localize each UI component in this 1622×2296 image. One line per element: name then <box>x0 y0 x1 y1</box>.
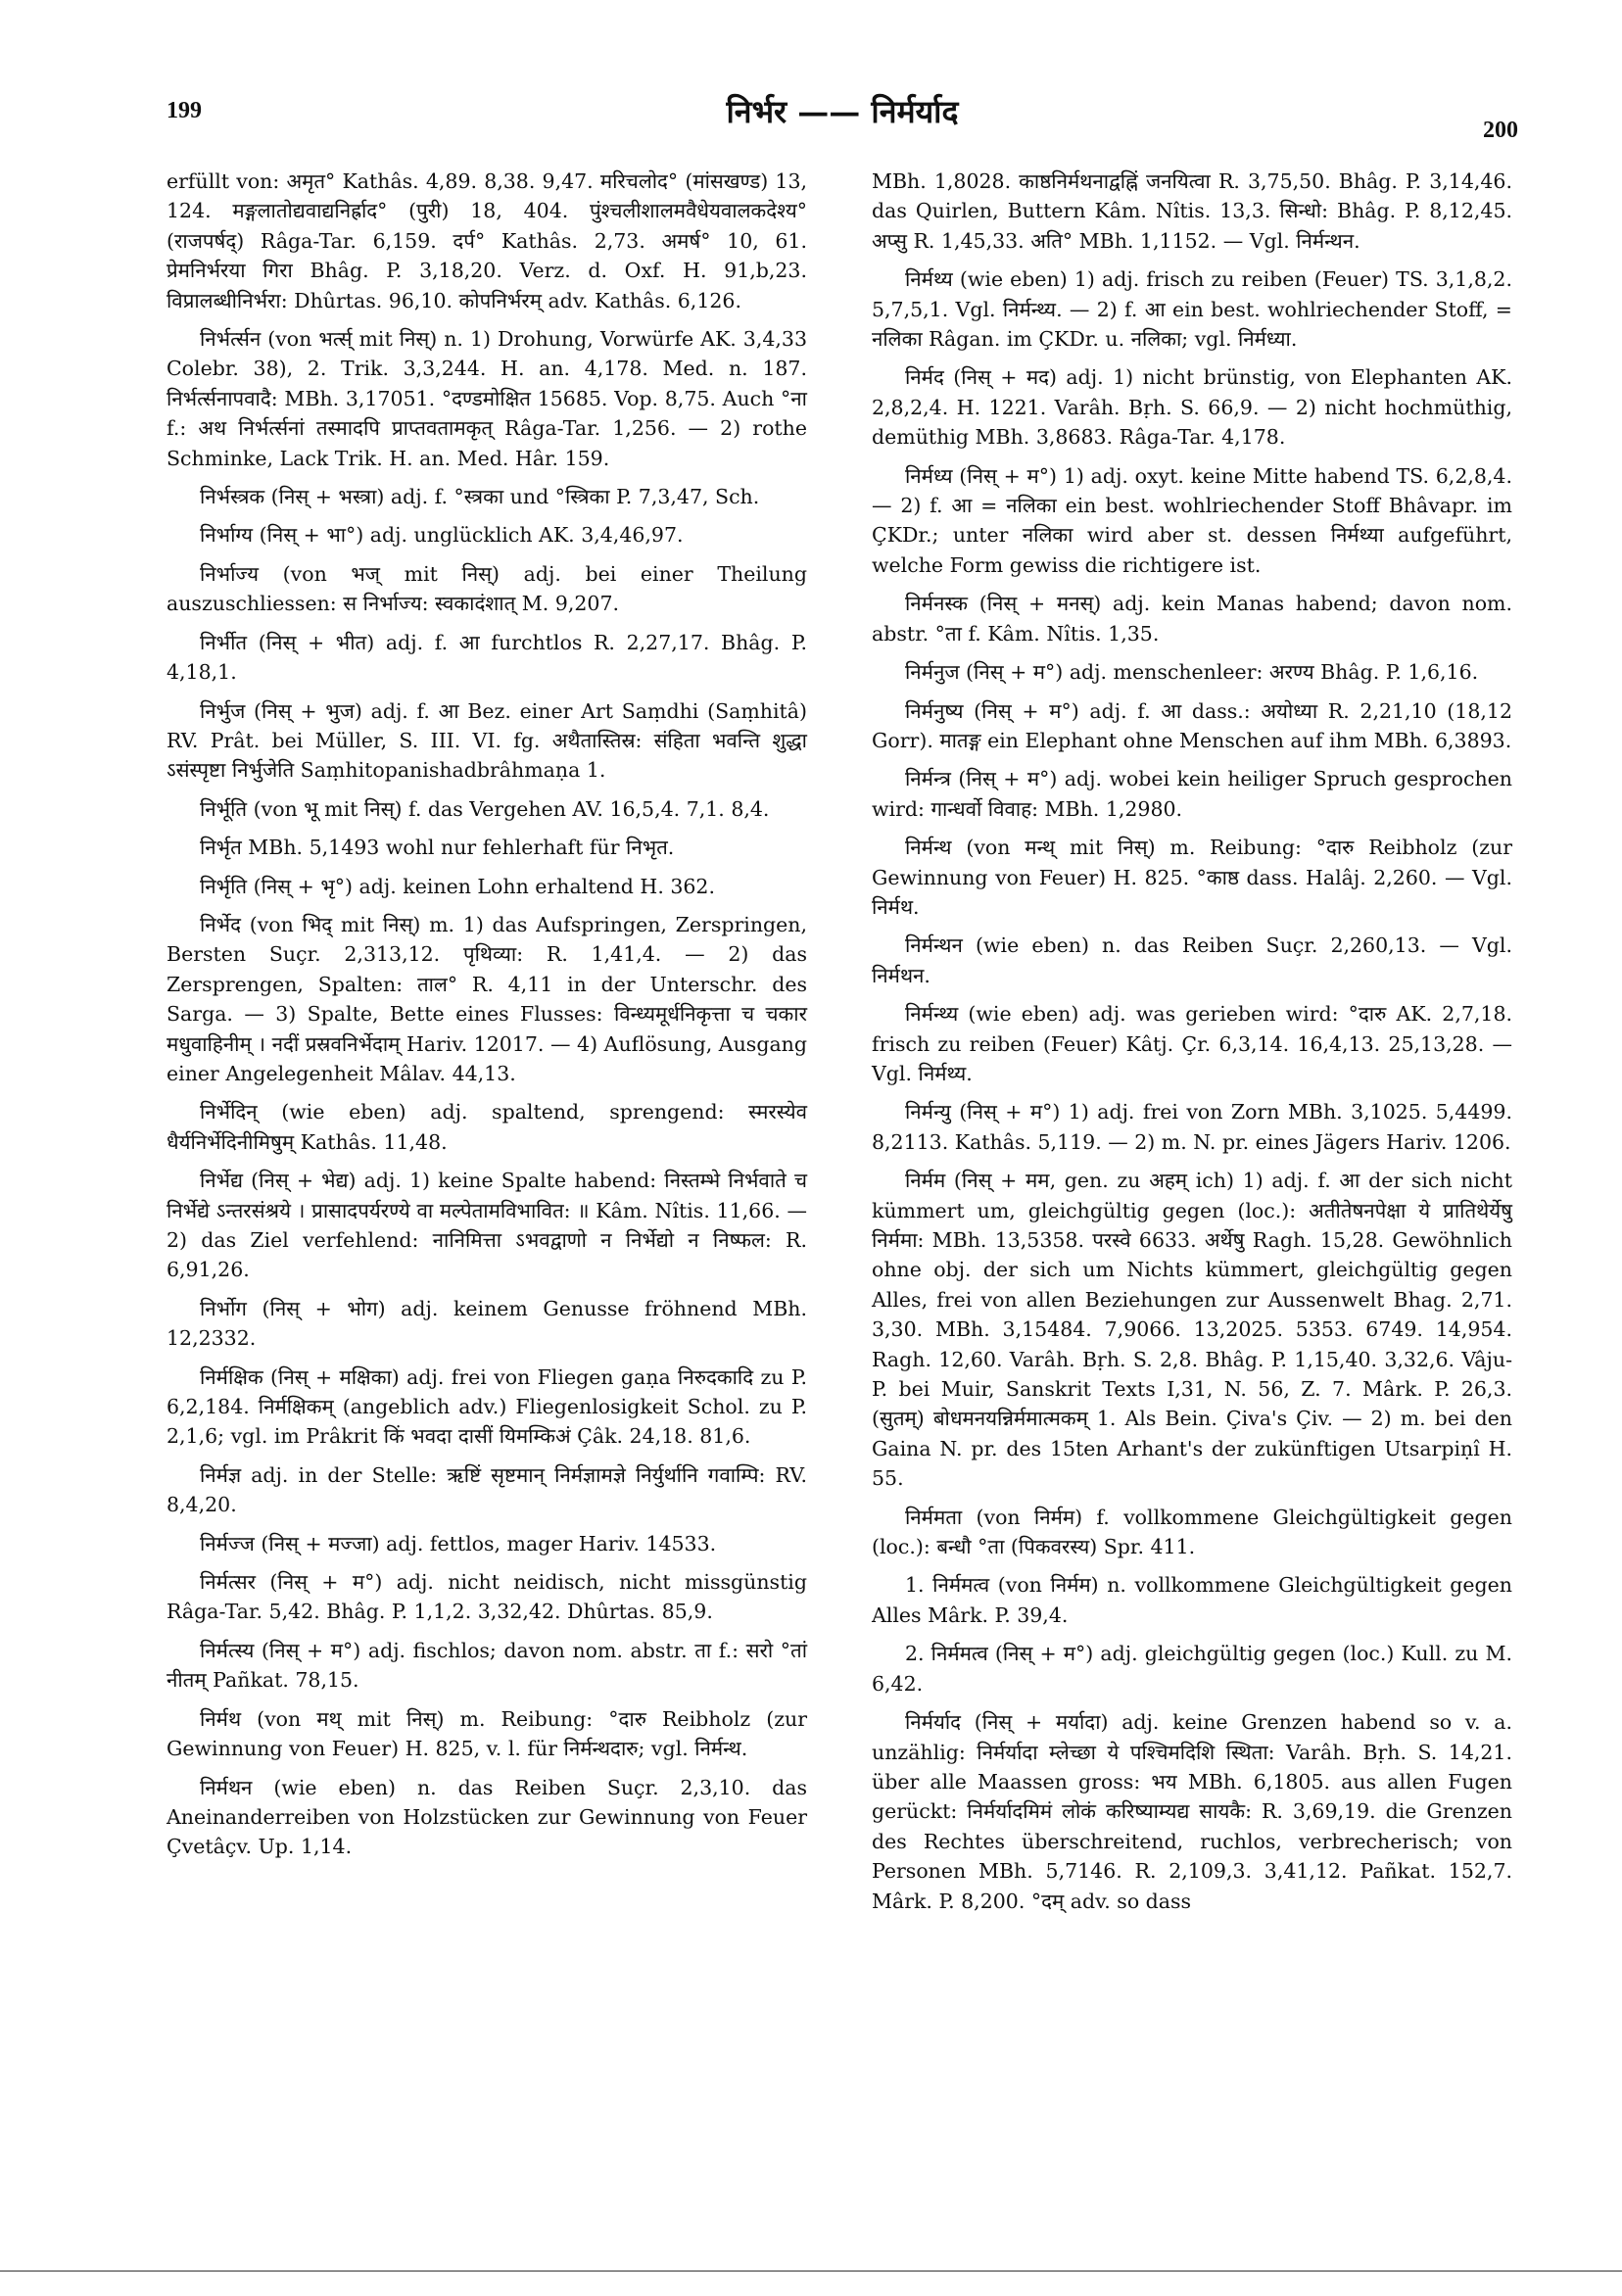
entry: निर्मक्षिक (निस् + मक्षिका) adj. frei von Fliegen gaṇa निरुदकादि zu P. 6,2,184. निर्मक्षिकम् (angeblich adv.) Fliegenlosigkeit Schol. zu P. 2,1,6; vgl. im Prâkrit किं भवदा दासीं यिमम्किअं Çâk. 24,18. 81,6. <box>167 1364 807 1449</box>
entry: निर्मर्याद (निस् + मर्यादा) adj. keine Grenzen habend so v. a. unzählig: निर्मर्यादा म्लेच्छा ये पश्चिमदिशि स्थिता: Varâh. Bṛh. S. 14,21. über alle Maassen gross: भय MBh. 6,1805. aus allen Fugen gerückt: निर्मर्यादमिमं लोकं करिष्याम्यद्य सायकै: R. 3,69,19. die Grenzen des Rechtes überschreitend, ruchlos, verbrecherisch; von Personen MBh. 5,7146. R. 2,109,3. 3,41,12. Pañkat. 152,7. Mârk. P. 8,200. °दम् adv. so dass <box>872 1710 1512 1913</box>
entry: निर्मनुज (निस् + म°) adj. menschenleer: अरण्य Bhâg. P. 1,6,16. <box>905 660 1479 685</box>
entry: निर्मज्ञ adj. in der Stelle: ऋष्टिं सृष्टमान् निर्मज्ञामज्ञे निर्युर्थानि गवाम्पि: RV. 8,4,20. <box>167 1462 807 1517</box>
entry: निर्ममता (von निर्मम) f. vollkommene Gleichgültigkeit gegen (loc.): बन्धौ °ता (पिकवरस्य) Spr. 411. <box>872 1505 1512 1559</box>
entry: निर्भीत (निस् + भीत) adj. f. आ furchtlos R. 2,27,17. Bhâg. P. 4,18,1. <box>167 630 807 685</box>
entry: निर्मन्थ्य (wie eben) adj. was gerieben wird: °दारु AK. 2,7,18. frisch zu reiben (Feuer) Kâtj. Çr. 6,3,14. 16,4,13. 25,13,28. — Vgl. निर्मथ्य. <box>872 1002 1512 1085</box>
entry: निर्मथ (von मथ् mit निस्) m. Reibung: °दारु Reibholz (zur Gewinnung von Feuer) H. 825, v. l. für निर्मन्थदारु; vgl. निर्मन्थ. <box>167 1706 807 1761</box>
left-column <box>167 167 807 1871</box>
page-number-left: 199 <box>167 98 202 123</box>
page-header <box>167 90 1518 149</box>
entry: 1. निर्ममत्व (von निर्मम) n. vollkommene Gleichgültigkeit gegen Alles Mârk. P. 39,4. <box>872 1573 1512 1627</box>
entry: निर्भोग (निस् + भोग) adj. keinem Genusse fröhnend MBh. 12,2332. <box>167 1296 807 1351</box>
entry: निर्मध्य (निस् + म°) 1) adj. oxyt. keine Mitte habend TS. 6,2,8,4. — 2) f. आ = नलिका ein best. wohlriechender Stoff Bhâvapr. im ÇKDr.; unter नलिका wird aber st. dessen निर्मथ्या aufgeführt, welche Form gewiss die richtigere ist. <box>872 463 1512 577</box>
running-headword: निर्भर —— निर्मर्याद <box>726 93 959 130</box>
entry: निर्भाग्य (निस् + भा°) adj. unglücklich AK. 3,4,46,97. <box>200 523 684 548</box>
entry: निर्मज्ज (निस् + मज्जा) adj. fettlos, mager Hariv. 14533. <box>200 1531 717 1555</box>
entry: 2. निर्ममत्व (निस् + म°) adj. gleichgültig gegen (loc.) Kull. zu M. 6,42. <box>872 1642 1512 1696</box>
entry: निर्भेद्य (निस् + भेद्य) adj. 1) keine Spalte habend: निस्तम्भे निर्भवाते च निर्भेद्ये ऽन्तरसंश्रये । प्रासादपर्यरण्ये वा मल्पेतामविभावित: ॥ Kâm. Nîtis. 11,66. — 2) das Ziel verfehlend: नानिमित्ता ऽभवद्वाणो न निर्भेद्यो न निष्फल: R. 6,91,26. <box>167 1169 807 1282</box>
bottom-rule <box>0 2271 1622 2272</box>
entry: निर्भूति (von भू mit निस्) f. das Vergehen AV. 16,5,4. 7,1. 8,4. <box>200 796 770 821</box>
entry: निर्मम (निस् + मम, gen. zu अहम् ich) 1) adj. f. आ der sich nicht kümmert um, gleichgültig gegen (loc.): अतीतेषनपेक्षा ये प्रातिथेर्येषु निर्ममा: MBh. 13,5358. परस्वे 6633. अर्थेषु Ragh. 15,28. Gewöhnlich ohne obj. der sich um Nichts kümmert, gleichgültig gegen Alles, frei von allen Beziehungen zur Aussenwelt Bhag. 2,71. 3,30. MBh. 3,15484. 7,9066. 13,2025. 5353. 6749. 14,954. Ragh. 12,60. Varâh. Bṛh. S. 2,8. Bhâg. P. 1,15,40. 3,32,6. Vâju-P. bei Muir, Sanskrit Texts I,31, N. 56, Z. 7. Mârk. P. 26,3. (सुतम्) बोधमनयन्निर्ममात्मकम् 1. Als Bein. Çiva's Çiv. — 2) m. bei den Gaina N. pr. des 15ten Arhant's der zukünftigen Utsarpiṇî H. 55. <box>872 1169 1512 1491</box>
entry: निर्मन्त्र (निस् + म°) adj. wobei kein heiliger Spruch gesprochen wird: गान्धर्वो विवाह: MBh. 1,2980. <box>872 767 1512 821</box>
right-column <box>872 167 1512 1925</box>
entry: MBh. 1,8028. काष्ठनिर्मथनाद्वह्निं जनयित्वा R. 3,75,50. Bhâg. P. 3,14,46. das Quirlen, Buttern Kâm. Nîtis. 13,3. सिन्धो: Bhâg. P. 8,12,45. अप्सु R. 1,45,33. अति° MBh. 1,1152. — Vgl. निर्मन्थन. <box>872 169 1512 253</box>
entry: निर्भृति (निस् + भृ°) adj. keinen Lohn erhaltend H. 362. <box>200 874 715 898</box>
entry: निर्मत्सर (निस् + म°) adj. nicht neidisch, nicht missgünstig Râga-Tar. 5,42. Bhâg. P. 1,1,2. 3,32,42. Dhûrtas. 85,9. <box>167 1570 807 1624</box>
entry: निर्मन्यु (निस् + म°) 1) adj. frei von Zorn MBh. 3,1025. 5,4499. 8,2113. Kathâs. 5,119. — 2) m. N. pr. eines Jägers Hariv. 1206. <box>872 1100 1512 1154</box>
entry: निर्मन्थन (wie eben) n. das Reiben Suçr. 2,260,13. — Vgl. निर्मथन. <box>872 933 1512 987</box>
entry: निर्भाज्य (von भज् mit निस्) adj. bei einer Theilung auszuschliessen: स निर्भाज्य: स्वकादंशात् M. 9,207. <box>167 561 807 616</box>
page-number-right: 200 <box>1483 118 1518 143</box>
entry: निर्भेद (von भिद् mit निस्) m. 1) das Aufspringen, Zerspringen, Bersten Suçr. 2,313,12. पृथिव्या: R. 1,41,4. — 2) das Zersprengen, Spalten: ताल° R. 4,11 in der Unterschr. des Sarga. — 3) Spalte, Bette eines Flusses: विन्ध्यमूर्धनिकृत्ता च चकार मधुवाहिनीम् । नदीं प्रस्रवनिर्भेदाम् Hariv. 12017. — 4) Auflösung, Ausgang einer Angelegenheit Mâlav. 44,13. <box>167 912 807 1085</box>
entry: निर्मन्थ (von मन्थ् mit निस्) m. Reibung: °दारु Reibholz (zur Gewinnung von Feuer) H. 825. °काष्ठ dass. Halâj. 2,260. — Vgl. निर्मथ. <box>872 836 1512 919</box>
entry: निर्मथन (wie eben) n. das Reiben Suçr. 2,3,10. das Aneinanderreiben von Holzstücken zur Gewinnung von Feuer Çvetâçv. Up. 1,14. <box>167 1775 807 1859</box>
entry: निर्मथ्य (wie eben) 1) adj. frisch zu reiben (Feuer) TS. 3,1,8,2. 5,7,5,1. Vgl. निर्मन्थ्य. — 2) f. आ ein best. wohlriechender Stoff, = नलिका Râgan. im ÇKDr. u. नलिका; vgl. निर्मध्या. <box>872 267 1512 352</box>
entry: निर्भुज (निस् + भुज) adj. f. आ Bez. einer Art Saṃdhi (Saṃhitâ) RV. Prât. bei Müller, S. III. VI. fg. अथैतास्तिस्र: संहिता भवन्ति शुद्धा ऽसंस्पृष्टा निर्भुजेति Saṃhitopanishadbrâhmaṇa 1. <box>167 698 807 783</box>
entry: निर्भेदिन् (wie eben) adj. spaltend, sprengend: स्मरस्येव धैर्यनिर्भेदिनीमिषुम् Kathâs. 11,48. <box>167 1100 807 1154</box>
entry: erfüllt von: अमृत° Kathâs. 4,89. 8,38. 9,47. मरिचलोद° (मांसखण्ड) 13, 124. मङ्गलातोद्यवाद्यनिर्ह्राद° (पुरी) 18, 404. पुंश्चलीशालमवैधेयवालकदेश्य° (राजपर्षद्) Râga-Tar. 6,159. दर्प° Kathâs. 2,73. अमर्ष° 10, 61. प्रेमनिर्भरया गिरा Bhâg. P. 3,18,20. Verz. d. Oxf. H. 91,b,23. विप्रालब्धीनिर्भरा: Dhûrtas. 96,10. कोपनिर्भरम् adv. Kathâs. 6,126. <box>167 169 807 312</box>
entry: निर्मनुष्य (निस् + म°) adj. f. आ dass.: अयोध्या R. 2,21,10 (18,12 Gorr). मातङ्ग ein Elephant ohne Menschen auf ihm MBh. 6,3893. <box>872 698 1512 752</box>
entry: निर्मत्स्य (निस् + म°) adj. fischlos; davon nom. abstr. ता f.: सरो °तां नीतम् Pañkat. 78,15. <box>167 1638 807 1693</box>
entry: निर्मद (निस् + मद) adj. 1) nicht brünstig, von Elephanten AK. 2,8,2,4. H. 1221. Varâh. Bṛh. S. 66,9. — 2) nicht hochmüthig, demüthig MBh. 3,8683. Râga-Tar. 4,178. <box>872 365 1512 450</box>
entry: निर्भृत MBh. 5,1493 wohl nur fehlerhaft für निभृत. <box>200 836 675 860</box>
entry: निर्भस्त्रक (निस् + भस्त्रा) adj. f. °स्त्रका und °स्त्रिका P. 7,3,47, Sch. <box>200 485 760 509</box>
entry: निर्मनस्क (निस् + मनस्) adj. kein Manas habend; davon nom. abstr. °ता f. Kâm. Nîtis. 1,35. <box>872 592 1512 646</box>
entry: निर्भर्त्सन (von भर्त्स् mit निस्) n. 1) Drohung, Vorwürfe AK. 3,4,33 Colebr. 38), 2. Trik. 3,3,244. H. an. 4,178. Med. n. 187. निर्भर्त्सनापवादै: MBh. 3,17051. °दण्डमोक्षित 15685. Vop. 8,75. Auch °ना f.: अथ निर्भर्त्सनां तस्मादपि प्राप्तवतामकृत् Râga-Tar. 1,256. — 2) rothe Schminke, Lack Trik. H. an. Med. Hâr. 159. <box>167 327 807 470</box>
